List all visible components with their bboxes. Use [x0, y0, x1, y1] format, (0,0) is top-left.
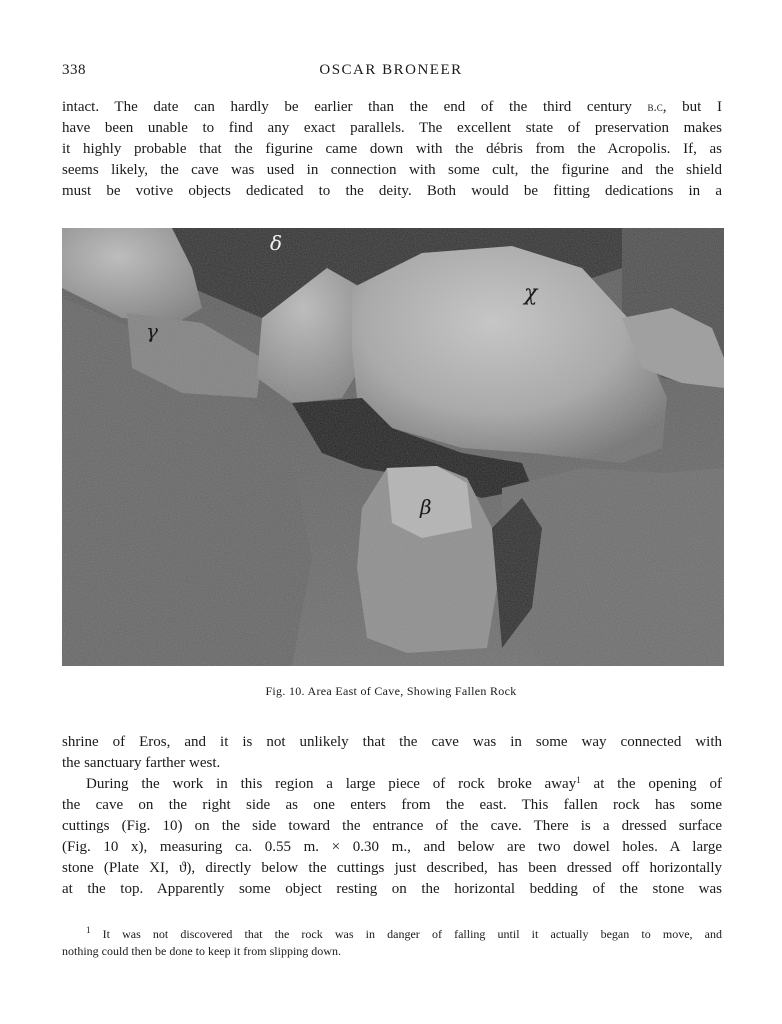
paragraph-2 [62, 732, 722, 774]
paragraph-1 [62, 96, 722, 202]
photo-grain [62, 228, 724, 666]
label-gamma: γ [146, 319, 158, 343]
footnote-line: $^1$ It was not discovered that the rock was in danger of falling until it actually began to move, and [86, 925, 722, 941]
bc-abbrev: b.c [647, 99, 663, 114]
label-delta: δ [270, 231, 283, 255]
text-line: stone (Plate XI, ϑ), directly below the cuttings just described, has been dressed off horizontally [62, 860, 722, 876]
figure-photograph [62, 228, 724, 666]
footnote-line: nothing could then be done to keep it from slipping down. [62, 944, 341, 958]
footnote-marker: 1 [86, 925, 91, 935]
running-head: OSCAR BRONEER [319, 62, 463, 78]
rock-photo [62, 228, 724, 666]
label-beta: β [420, 495, 432, 519]
text-line: shrine of Eros, and it is not unlikely that the cave was in some way connected with [62, 734, 722, 750]
text-line: at the top. Apparently some object resting on the horizontal bedding of the stone was [62, 881, 722, 897]
footnote-ref: 1 [576, 775, 581, 785]
text-line: seems likely, the cave was used in connection with some cult, the figurine and the shield [62, 162, 722, 178]
text-line: it highly probable that the figurine came down with the débris from the Acropolis. If, as [62, 141, 722, 157]
text-line: must be votive objects dedicated to the deity. Both would be fitting dedications in a [62, 183, 722, 199]
text-line: the cave on the right side as one enters from the east. This fallen rock has some [62, 797, 722, 813]
text-line: (Fig. 10 x), measuring ca. 0.55 m. × 0.30 m., and below are two dowel holes. A large [62, 839, 722, 855]
footnote [62, 926, 722, 960]
text-line: the sanctuary farther west. [62, 755, 221, 771]
paragraph-3 [62, 774, 722, 900]
label-chi: χ [524, 281, 538, 306]
text-line: cuttings (Fig. 10) on the side toward the entrance of the cave. There is a dressed surface [62, 818, 722, 834]
text-line: intact. The date can hardly be earlier than the end of the third century b.c, but I [62, 99, 722, 115]
text-line: have been unable to find any exact parallels. The excellent state of preservation makes [62, 120, 722, 136]
figure-caption: Fig. 10. Area East of Cave, Showing Fallen Rock [265, 684, 517, 698]
page-number: 338 [62, 62, 86, 78]
text-line: During the work in this region a large piece of rock broke away$^1$ at the opening of [86, 775, 722, 792]
